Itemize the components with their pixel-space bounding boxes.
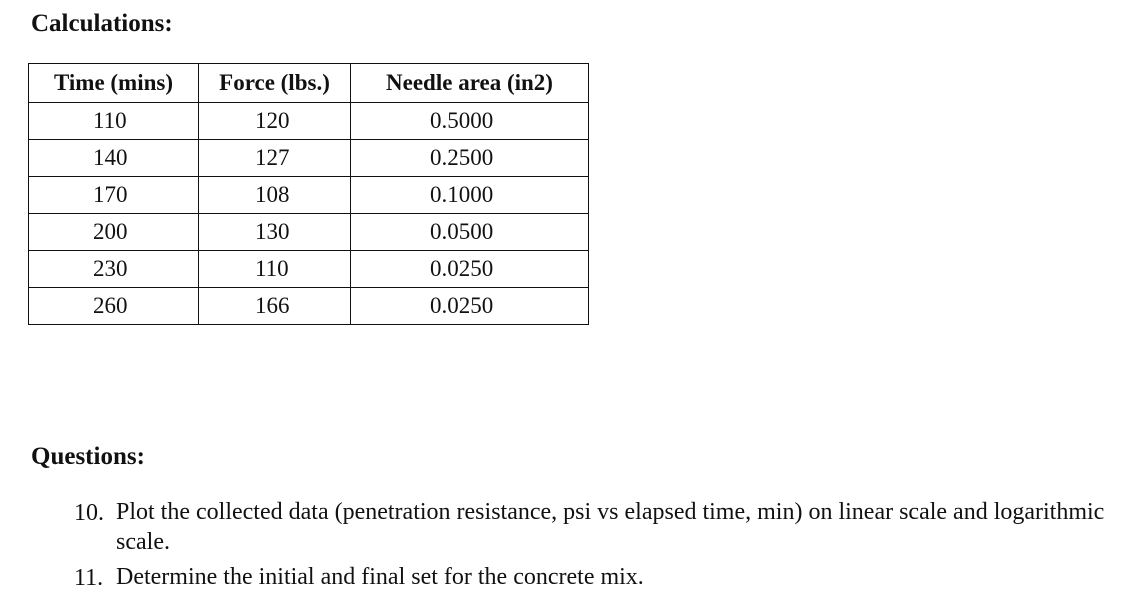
question-list xyxy=(74,497,1114,594)
table-row xyxy=(29,140,589,177)
force-cell: 108 xyxy=(199,177,351,214)
time-cell: 140 xyxy=(29,140,199,177)
table-row xyxy=(29,103,589,140)
table-row xyxy=(29,251,589,288)
question-item xyxy=(74,562,1114,594)
needle-area-cell: 0.5000 xyxy=(351,103,589,140)
needle-area-cell: 0.0250 xyxy=(351,251,589,288)
needle-area-cell: 0.0500 xyxy=(351,214,589,251)
header-time: Time (mins) xyxy=(29,64,199,103)
question-text: Determine the initial and final set for the concrete mix. xyxy=(116,564,644,590)
time-cell: 200 xyxy=(29,214,199,251)
table-row xyxy=(29,288,589,325)
time-cell: 170 xyxy=(29,177,199,214)
table-row xyxy=(29,214,589,251)
question-number: 11. xyxy=(74,565,104,591)
force-cell: 130 xyxy=(199,214,351,251)
header-force: Force (lbs.) xyxy=(199,64,351,103)
question-number: 10. xyxy=(74,500,104,526)
force-cell: 110 xyxy=(199,251,351,288)
question-item xyxy=(74,497,1114,557)
needle-area-cell: 0.2500 xyxy=(351,140,589,177)
force-cell: 166 xyxy=(199,288,351,325)
header-needle-area: Needle area (in2) xyxy=(351,64,589,103)
needle-area-cell: 0.0250 xyxy=(351,288,589,325)
questions-heading: Questions: xyxy=(31,443,145,470)
force-cell: 120 xyxy=(199,103,351,140)
question-text: Plot the collected data (penetration resistance, psi vs elapsed time, min) on linear scale and logarithmic scale. xyxy=(116,499,1105,555)
table-row xyxy=(29,177,589,214)
calculations-heading: Calculations: xyxy=(31,10,173,37)
force-cell: 127 xyxy=(199,140,351,177)
calculations-table xyxy=(28,63,589,325)
table-header-row xyxy=(29,64,589,103)
time-cell: 260 xyxy=(29,288,199,325)
time-cell: 110 xyxy=(29,103,199,140)
time-cell: 230 xyxy=(29,251,199,288)
needle-area-cell: 0.1000 xyxy=(351,177,589,214)
